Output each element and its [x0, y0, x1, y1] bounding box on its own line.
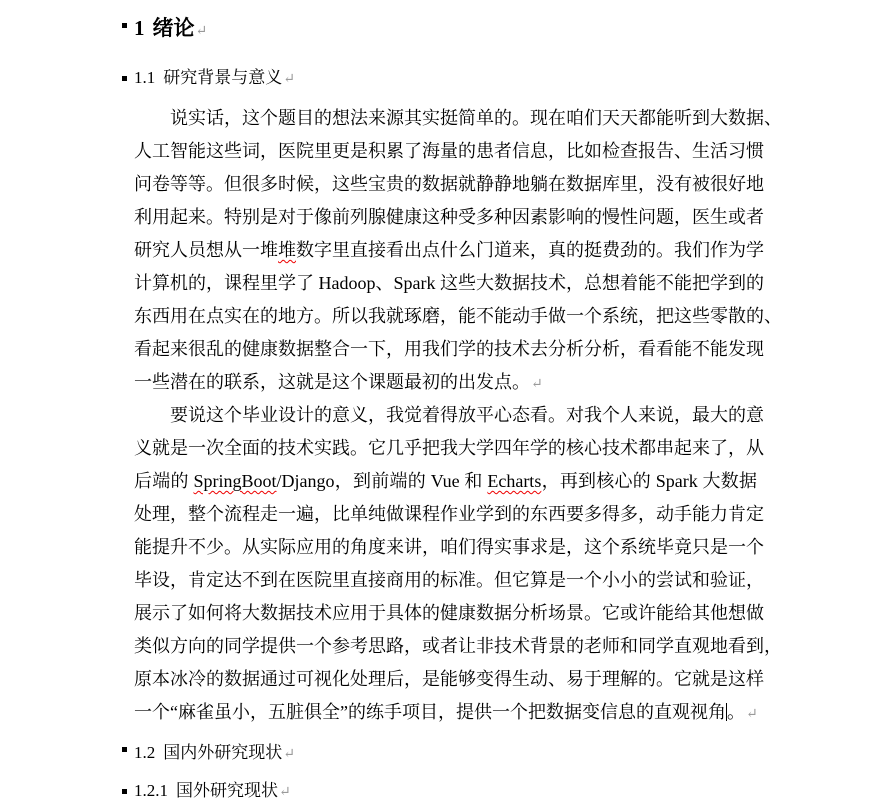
paragraph-mark-icon: ↵ — [195, 24, 208, 39]
text-line — [134, 135, 764, 168]
text-line — [170, 399, 764, 432]
heading-number: 1.2 — [134, 743, 156, 762]
heading-1 — [134, 12, 207, 42]
text-segment: 毕设，肯定达不到在医院里直接商用的标准。但它算是一个小小的尝试和验证， — [134, 570, 764, 590]
text-segment: 能提升不少。从实际应用的角度来讲，咱们得实事求是，这个系统毕竟只是一个 — [134, 537, 764, 557]
heading-1-2-1 — [134, 776, 291, 801]
text-line — [134, 630, 782, 663]
text-segment: /Django，到前端的 Vue 和 — [276, 471, 488, 491]
text-segment: 东西用在点实在的地方。所以我就琢磨，能不能动手做一个系统，把这些零散的、 — [134, 306, 782, 326]
paragraph-mark-icon: ↵ — [283, 72, 295, 87]
spelling-error: 堆 — [278, 240, 296, 260]
text-segment: 问卷等等。但很多时候，这些宝贵的数据就静静地躺在数据库里，没有被很好地 — [134, 174, 764, 194]
heading-marker — [122, 23, 127, 28]
text-line — [134, 333, 764, 366]
heading-number: 1.2.1 — [134, 781, 168, 800]
spelling-error: Echarts — [487, 471, 542, 491]
text-line — [134, 597, 764, 630]
text-line — [134, 696, 757, 729]
text-line — [134, 465, 757, 498]
text-segment: 处理，整个流程走一遍，比单纯做课程作业学到的东西要多得多，动手能力肯定 — [134, 504, 764, 524]
spelling-error: SpringBoot — [193, 471, 277, 491]
heading-number: 1 — [134, 16, 145, 40]
text-segment: 一个“麻雀虽小，五脏俱全”的练手项目，提供一个把数据变信息的直观视角 — [134, 702, 726, 722]
text-segment: 类似方向的同学提供一个参考思路，或者让非技术背景的老师和同学直观地看到， — [134, 636, 782, 656]
paragraph-mark-icon: ↵ — [279, 785, 291, 800]
paragraph-mark-icon: ↵ — [745, 707, 758, 722]
text-segment: ，再到核心的 Spark 大数据 — [541, 471, 758, 491]
text-segment: 利用起来。特别是对于像前列腺健康这种受多种因素影响的慢性问题，医生或者 — [134, 207, 764, 227]
text-segment: 人工智能这些词，医院里更是积累了海量的患者信息，比如检查报告、生活习惯 — [134, 141, 764, 161]
heading-title: 绪论 — [152, 16, 195, 40]
text-segment: 后端的 — [134, 471, 194, 491]
text-segment: 要说这个毕业设计的意义，我觉着得放平心态看。对我个人来说，最大的意 — [170, 405, 764, 425]
text-segment: 原本冰冷的数据通过可视化处理后，是能够变得生动、易于理解的。它就是这样 — [134, 669, 764, 689]
text-line — [134, 663, 764, 696]
text-line — [134, 432, 764, 465]
heading-1-1 — [134, 63, 295, 88]
heading-title: 国外研究现状 — [176, 781, 278, 800]
text-segment: 一些潜在的联系，这就是这个课题最初的出发点。 — [134, 372, 530, 392]
text-segment: 说实话，这个题目的想法来源其实挺简单的。现在咱们天天都能听到大数据、 — [170, 108, 782, 128]
paragraph-mark-icon: ↵ — [531, 377, 543, 392]
heading-marker — [122, 789, 127, 794]
heading-1-2 — [134, 738, 295, 763]
paragraph-mark-icon: ↵ — [283, 747, 295, 762]
text-line — [134, 234, 764, 267]
text-segment: 义就是一次全面的技术实践。它几乎把我大学四年学的核心技术都串起来了，从 — [134, 438, 764, 458]
heading-marker — [122, 76, 127, 81]
text-segment: 研究人员想从一堆 — [134, 240, 278, 260]
text-line — [134, 300, 782, 333]
text-line — [134, 531, 764, 564]
text-segment: 。 — [726, 702, 745, 722]
text-line — [134, 201, 764, 234]
text-line — [134, 366, 757, 399]
heading-number: 1.1 — [134, 68, 156, 87]
text-line — [134, 498, 764, 531]
text-segment: 展示了如何将大数据技术应用于具体的健康数据分析场景。它或许能给其他想做 — [134, 603, 764, 623]
heading-title: 研究背景与意义 — [163, 68, 283, 87]
text-line — [170, 102, 782, 135]
heading-title: 国内外研究现状 — [163, 743, 283, 762]
text-line — [134, 267, 764, 300]
text-line — [134, 168, 764, 201]
text-segment: 看起来很乱的健康数据整合一下，用我们学的技术去分析分析，看看能不能发现 — [134, 339, 764, 359]
text-line — [134, 564, 764, 597]
text-segment: 计算机的，课程里学了 Hadoop、Spark 这些大数据技术，总想着能不能把学到的 — [134, 273, 764, 293]
heading-marker — [122, 747, 127, 752]
text-segment: 数字里直接看出点什么门道来，真的挺费劲的。我们作为学 — [296, 240, 764, 260]
